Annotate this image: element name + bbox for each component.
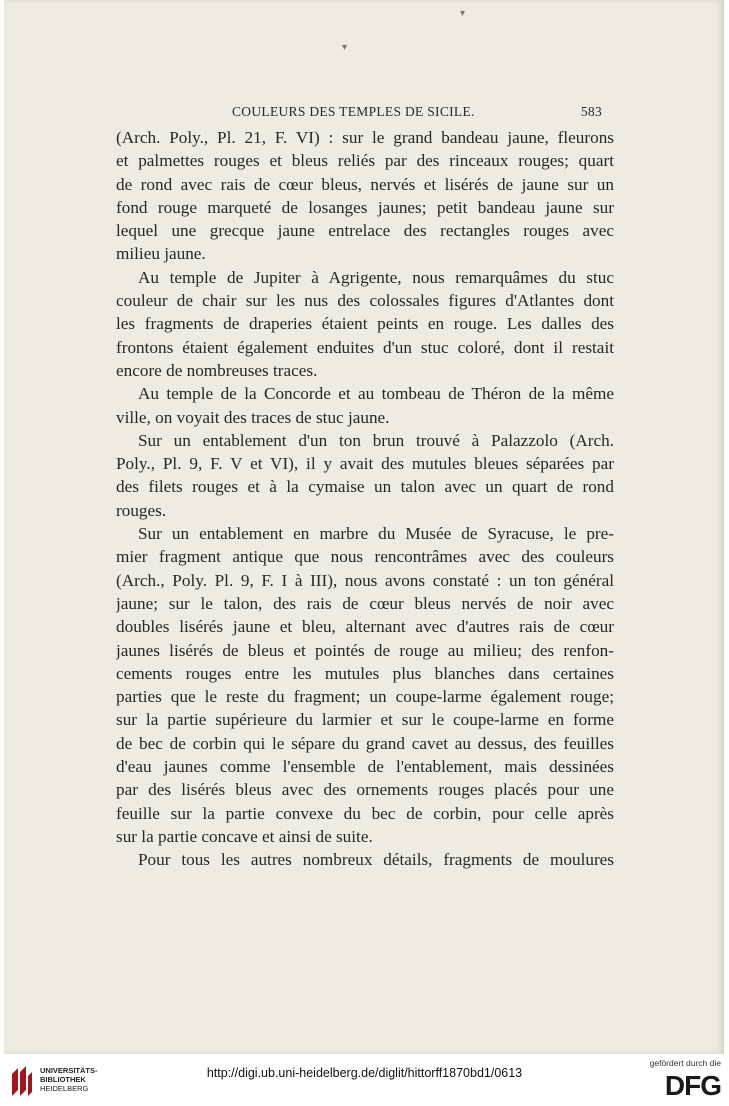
text-line: et palmettes rouges et bleus reliés par des rinceaux rouges; quart (116, 151, 614, 171)
text-line: feuille sur la partie convexe du bec de corbin, pour celle après (116, 803, 614, 823)
running-head (112, 104, 602, 124)
funder-block[interactable] (631, 1058, 721, 1104)
text-line: (Arch., Poly. Pl. 9, F. I à III), nous avons constaté : un ton général (116, 570, 614, 590)
text-line: couleur de chair sur les nus des colossales figures d'Atlantes dont (116, 291, 614, 311)
text-line: (Arch. Poly., Pl. 21, F. VI) : sur le grand bandeau jaune, fleurons (116, 128, 614, 147)
text-line: Au temple de la Concorde et au tombeau de Théron de la même (138, 384, 614, 404)
text-line: parties que le reste du fragment; un coupe-larme également rouge; (116, 687, 614, 707)
text-line: d'eau jaunes comme l'ensemble de l'entablement, mais dessinées (116, 757, 614, 777)
text-line: mier fragment antique que nous rencontrâmes avec des couleurs (116, 547, 614, 567)
page-number: 583 (580, 104, 602, 119)
text-line: frontons étaient également enduites d'un stuc coloré, dont il restait (116, 337, 614, 357)
permalink-url[interactable]: http://digi.ub.uni-heidelberg.de/diglit/hittorff1870bd1/0613 (206, 1066, 523, 1080)
text-line: fond rouge marqueté de losanges jaunes; petit bandeau jaune sur (116, 197, 614, 217)
text-line: par des lisérés bleus avec des ornements rouges placés pour une (116, 780, 614, 800)
text-line: les fragments de draperies étaient peints en rouge. Les dalles des (116, 314, 614, 334)
scanned-page (4, 0, 724, 1054)
library-name-line: UNIVERSITÄTS- (40, 1066, 98, 1075)
text-line: sur la partie supérieure du larmier et sur le coupe-larme en forme (116, 710, 614, 730)
running-title: COULEURS DES TEMPLES DE SICILE. (232, 104, 475, 119)
text-line: ville, on voyait des traces de stuc jaune. (116, 407, 390, 427)
dfg-logo: DFG (664, 1070, 721, 1101)
text-line: Poly., Pl. 9, F. V et VI), il y avait des mutules bleues séparées par (116, 454, 614, 474)
library-name-line: BIBLIOTHEK (40, 1075, 86, 1084)
scan-mark: ▾ (460, 8, 466, 19)
text-line: encore de nombreuses traces. (116, 360, 318, 380)
text-line: Au temple de Jupiter à Agrigente, nous remarquâmes du stuc (138, 267, 614, 287)
library-name-line: HEIDELBERG (40, 1084, 89, 1093)
text-line: de bec de corbin qui le sépare du grand cavet au dessus, des feuilles (116, 733, 614, 753)
viewer-footer (0, 1054, 729, 1106)
scan-mark: ▾ (342, 42, 348, 53)
funding-note: gefördert durch die (649, 1058, 721, 1068)
text-line: Pour tous les autres nombreux détails, fragments de moulures (138, 850, 614, 870)
text-line: de rond avec rais de cœur bleus, nervés et lisérés de jaune sur un (116, 174, 614, 194)
text-line: lequel une grecque jaune entrelace des rectangles rouges avec (116, 221, 614, 241)
text-line: Sur un entablement d'un ton brun trouvé à Palazzolo (Arch. (138, 430, 614, 450)
body-text (116, 126, 614, 872)
text-line: jaunes lisérés de bleus et pointés de rouge au milieu; des renfon- (116, 640, 614, 660)
text-line: cements rouges entre les mutules plus blanches dans certaines (116, 663, 614, 683)
text-line: doubles lisérés jaune et bleu, alternant avec d'autres rais de cœur (116, 617, 614, 637)
text-line: milieu jaune. (116, 244, 206, 264)
text-line: sur la partie concave et ainsi de suite. (116, 826, 373, 846)
text-line: des filets rouges et à la cymaise un talon avec un quart de rond (116, 477, 614, 497)
text-line: Sur un entablement en marbre du Musée de Syracuse, le pre- (138, 524, 614, 544)
text-line: rouges. (116, 500, 167, 520)
text-line: jaune; sur le talon, des rais de cœur bleus nervés de noir avec (116, 593, 614, 613)
